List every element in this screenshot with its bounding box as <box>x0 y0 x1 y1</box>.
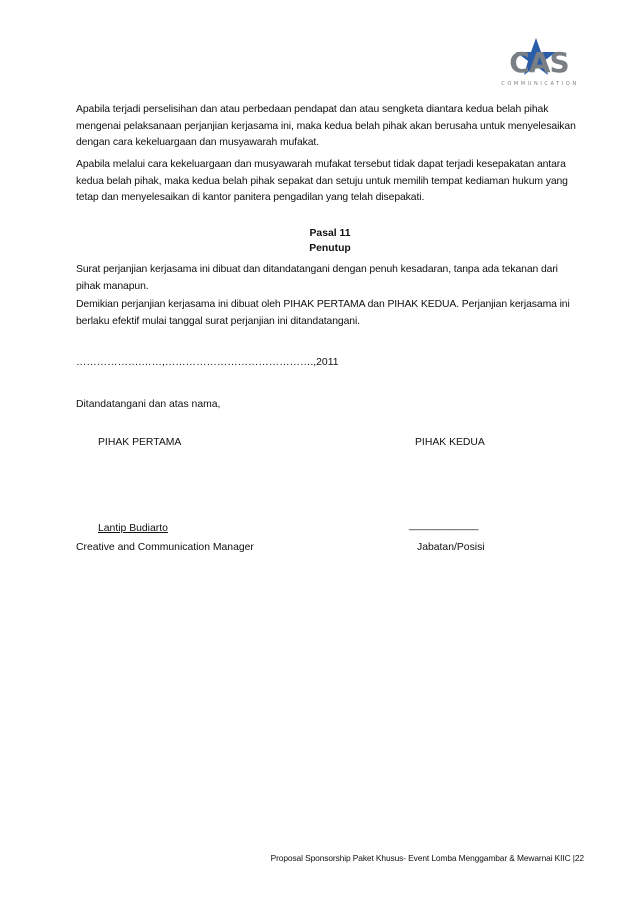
signed-on-behalf-label: Ditandatangani dan atas nama, <box>76 399 221 410</box>
cas-communication-logo <box>490 36 588 90</box>
pasal-title: Penutup <box>309 243 351 254</box>
paragraph-consent: Surat perjanjian kerjasama ini dibuat dan ditandatangani dengan penuh kesadaran, tanpa ada tekanan dari pihak manapun. <box>76 264 558 292</box>
party-one-label: PIHAK PERTAMA <box>98 437 182 448</box>
party-two-label: PIHAK KEDUA <box>415 437 485 448</box>
paragraph-dispute: Apabila terjadi perselisihan dan atau perbedaan pendapat dan atau sengketa diantara kedua belah pihak mengenai pelaksanaan perjanjian kerjasama ini, maka kedua belah pihak akan berusaha untuk menyelesaikan dengan cara kekeluargaan dan musyawarah mufakat. <box>76 104 576 148</box>
date-line: ……………….……,…………………………………….,2011 <box>76 357 339 368</box>
party-one-name: Lantip Budiarto <box>98 523 168 534</box>
logo-text: CAS <box>509 46 569 79</box>
pasal-number: Pasal 11 <box>309 228 351 239</box>
page-footer: Proposal Sponsorship Paket Khusus- Event Lomba Menggambar & Mewarnai KIIC |22 <box>270 853 584 863</box>
party-two-name-blank: ____________ <box>409 520 479 531</box>
paragraph-legal-domicile: Apabila melalui cara kekeluargaan dan musyawarah mufakat tersebut tidak dapat terjadi kesepakatan antara kedua belah pihak, maka kedua belah pihak sepakat dan setuju untuk memilih tempat kediaman hukum yang tetap dan menyelesaikan di kantor panitera pengadilan yang telah disepakati. <box>76 159 568 203</box>
party-one-title: Creative and Communication Manager <box>76 542 254 553</box>
logo-subtext: COMMUNICATION <box>501 81 579 87</box>
party-two-title: Jabatan/Posisi <box>417 542 485 553</box>
cas-star-logo-icon <box>490 36 588 90</box>
paragraph-effective: Demikian perjanjian kerjasama ini dibuat oleh PIHAK PERTAMA dan PIHAK KEDUA. Perjanjian kerjasama ini berlaku efektif mulai tanggal surat perjanjian ini ditandatangani. <box>76 299 570 327</box>
